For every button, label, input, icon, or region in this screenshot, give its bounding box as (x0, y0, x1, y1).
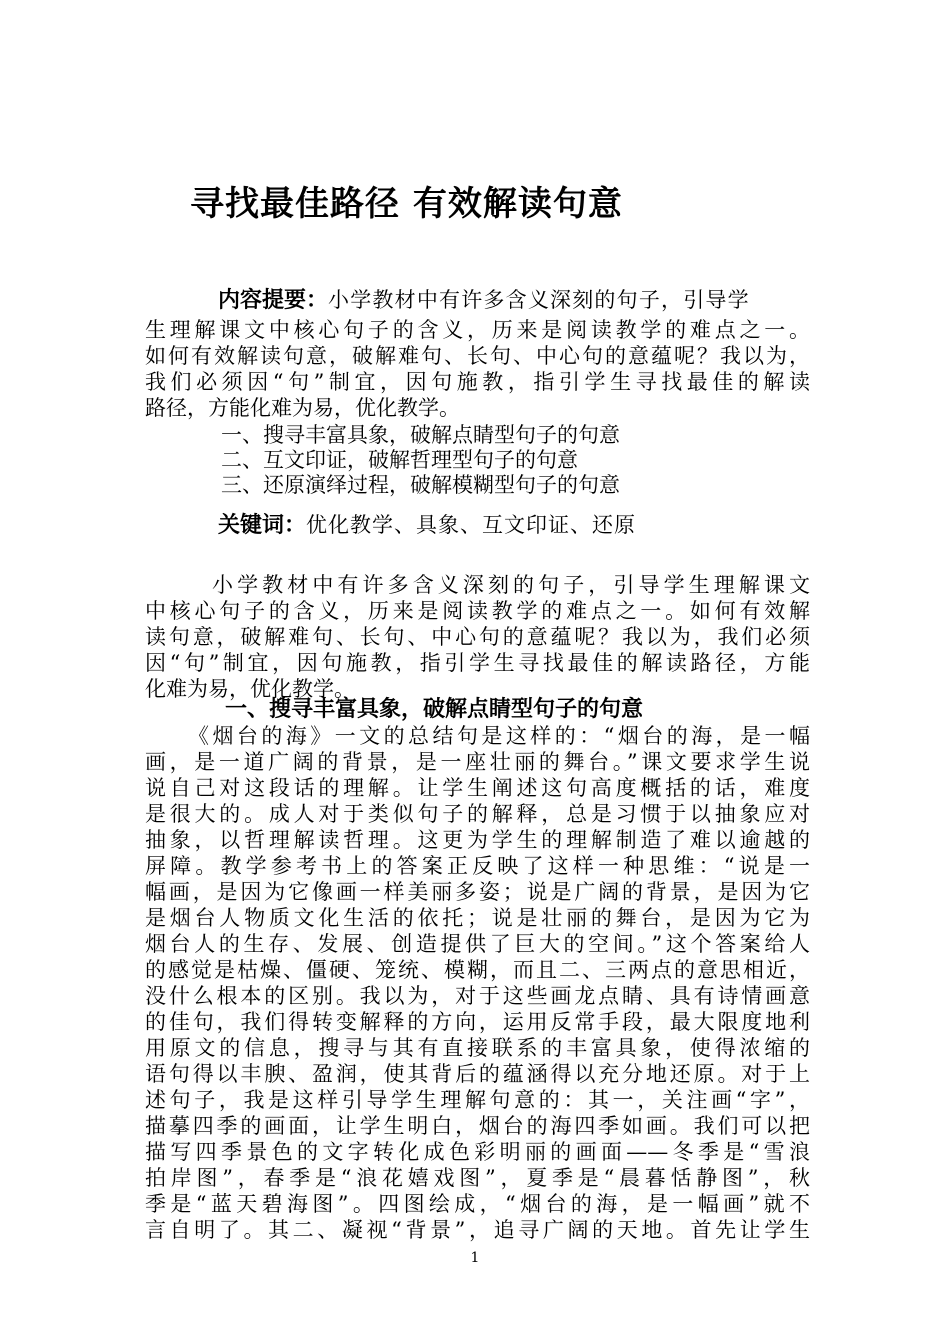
body-line: 言自明了。其二、凝视“背景”，追寻广阔的天地。首先让学生 (145, 1218, 810, 1242)
body-line: 没什么根本的区别。我以为，对于这些画龙点睛、具有诗情画意 (145, 984, 810, 1008)
abstract-line: 生理解课文中核心句子的含义，历来是阅读教学的难点之一。 (145, 318, 810, 342)
intro-line: 小学教材中有许多含义深刻的句子，引导学生理解课文 (212, 573, 810, 597)
abstract-line: 我们必须因“句”制宜，因句施教，指引学生寻找最佳的解读 (145, 370, 810, 394)
intro-line: 读句意，破解难句、长句、中心句的意蕴呢？我以为，我们必须 (145, 625, 810, 649)
body-line: 是很大的。成人对于类似句子的解释，总是习惯于以抽象应对 (145, 802, 810, 826)
keywords-line (218, 512, 636, 539)
body-line: 述句子，我是这样引导学生理解句意的：其一，关注画“字”， (145, 1088, 810, 1112)
body-line: 画，是一道广阔的背景，是一座壮丽的舞台。”课文要求学生说 (145, 750, 810, 774)
intro-paragraph (145, 598, 810, 702)
body-line: 烟台人的生存、发展、创造提供了巨大的空间。”这个答案给人 (145, 932, 810, 956)
body-line: 抽象，以哲理解读哲理。这更为学生的理解制造了难以逾越的 (145, 828, 810, 852)
body-line: 的佳句，我们得转变解释的方向，运用反常手段，最大限度地利 (145, 1010, 810, 1034)
body-line: 幅画，是因为它像画一样美丽多姿；说是广阔的背景，是因为它 (145, 880, 810, 904)
intro-line: 因“句”制宜，因句施教，指引学生寻找最佳的解读路径，方能 (145, 651, 810, 675)
abstract-line: 路径，方能化难为易，优化教学。 (145, 396, 460, 420)
body-line: 季是“蓝天碧海图”。四图绘成，“烟台的海，是一幅画”就不 (145, 1192, 810, 1216)
keywords-label: 关键词： (218, 513, 307, 538)
intro-line: 中核心句子的含义，历来是阅读教学的难点之一。如何有效解 (145, 599, 810, 623)
document-title: 寻找最佳路径 有效解读句意 (190, 184, 623, 224)
abstract-label: 内容提要： (218, 288, 329, 313)
body-line: 的感觉是枯燥、僵硬、笼统、模糊，而且二、三两点的意思相近， (145, 958, 810, 982)
abstract-line: 如何有效解读句意，破解难句、长句、中心句的意蕴呢？我以为， (145, 344, 810, 368)
intro-first-line (212, 572, 810, 598)
section-heading: 一、搜寻丰富具象，破解点睛型句子的句意 (225, 697, 644, 722)
abstract-point: 二、互文印证，破解哲理型句子的句意 (221, 448, 578, 472)
body-line: 描摹四季的画面，让学生明白，烟台的海四季如画。我们可以把 (145, 1114, 810, 1138)
body-line: 语句得以丰腴、盈润，使其背后的蕴涵得以充分地还原。对于上 (145, 1062, 810, 1086)
abstract-first-line (218, 287, 750, 314)
body-line: 拍岸图”，春季是“浪花嬉戏图”，夏季是“晨暮恬静图”，秋 (145, 1166, 810, 1190)
page-number: 1 (470, 1250, 480, 1266)
abstract-line: 小学教材中有许多含义深刻的句子，引导学 (328, 288, 750, 312)
abstract-point: 三、还原演绎过程，破解模糊型句子的句意 (221, 473, 620, 497)
intro-line: 化难为易，优化教学。 (145, 677, 355, 701)
section1-first-line (188, 723, 810, 749)
abstract-point: 一、搜寻丰富具象，破解点睛型句子的句意 (221, 423, 620, 447)
keywords-text: 优化教学、具象、互文印证、还原 (306, 513, 637, 537)
section1-paragraph (145, 749, 810, 1243)
abstract-body (145, 317, 810, 421)
body-line: 用原文的信息，搜寻与其有直接联系的丰富具象，使得浓缩的 (145, 1036, 810, 1060)
body-line: 是烟台人物质文化生活的依托；说是壮丽的舞台，是因为它为 (145, 906, 810, 930)
body-line: 屏障。教学参考书上的答案正反映了这样一种思维：“说是一 (145, 854, 810, 878)
body-line: 描写四季景色的文字转化成色彩明丽的画面——冬季是“雪浪 (145, 1140, 810, 1164)
body-line: 说自己对这段话的理解。让学生阐述这句高度概括的话，难度 (145, 776, 810, 800)
body-line: 《烟台的海》一文的总结句是这样的：“烟台的海，是一幅 (188, 724, 810, 748)
